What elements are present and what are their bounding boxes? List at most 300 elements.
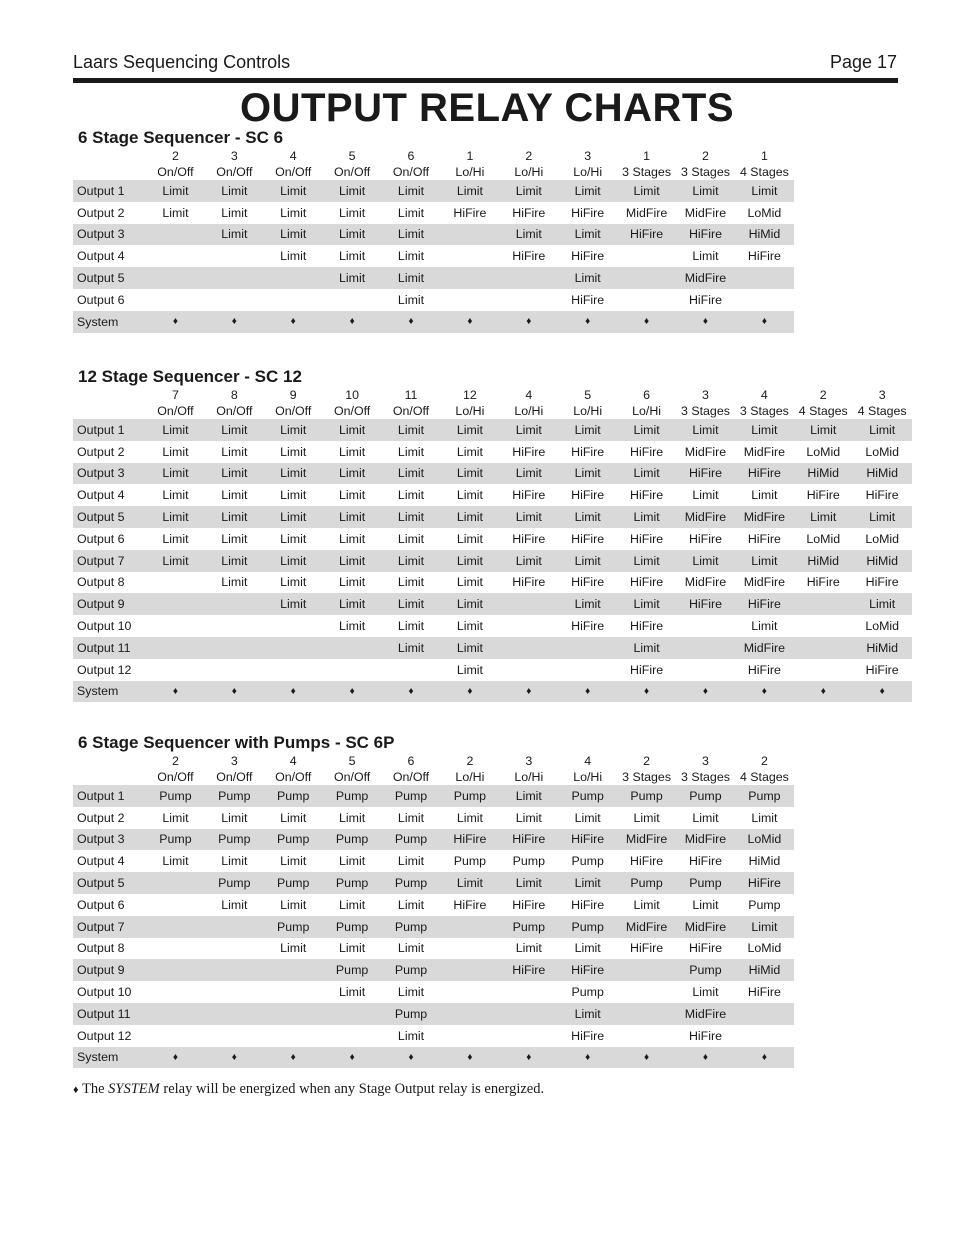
- relay-cell: Limit: [692, 810, 719, 825]
- relay-cell: Limit: [382, 419, 441, 441]
- row-label: Output 4: [77, 249, 125, 264]
- relay-cell: HiFire: [630, 531, 664, 546]
- column-number: 5: [348, 149, 356, 163]
- relay-cell: Limit: [692, 488, 719, 503]
- document-header-title: Laars Sequencing Controls: [73, 52, 291, 72]
- relay-cell: Limit: [499, 506, 558, 528]
- table-row: [73, 180, 794, 202]
- relay-cell: Limit: [558, 1003, 617, 1025]
- relay-cell: MidFire: [743, 444, 785, 459]
- relay-cell: [264, 1003, 323, 1025]
- diamond-icon: ♦: [676, 1047, 735, 1069]
- column-number: 4: [525, 388, 533, 402]
- diamond-icon: ♦: [264, 311, 323, 333]
- relay-cell: Limit: [382, 224, 441, 246]
- diamond-icon: ♦: [382, 681, 441, 703]
- relay-cell: HiFire: [688, 854, 722, 869]
- row-label: System: [73, 1047, 146, 1069]
- relay-cell: [735, 1025, 794, 1047]
- relay-cell: [146, 637, 205, 659]
- relay-cell: [264, 267, 323, 289]
- relay-cell: Limit: [558, 872, 617, 894]
- relay-cell: Limit: [339, 619, 366, 634]
- relay-cell: [146, 894, 205, 916]
- relay-cell: Limit: [692, 985, 719, 1000]
- table-row: [73, 572, 912, 594]
- relay-cell: [205, 637, 264, 659]
- relay-cell: Limit: [456, 488, 483, 503]
- column-number: 3: [525, 754, 533, 768]
- column-number: 4: [289, 149, 297, 163]
- relay-cell: HiFire: [630, 619, 664, 634]
- relay-cell: Limit: [853, 593, 912, 615]
- relay-cell: Limit: [617, 506, 676, 528]
- diamond-icon: ♦: [558, 1047, 617, 1069]
- relay-cell: Pump: [382, 1003, 441, 1025]
- column-header: [617, 387, 676, 419]
- relay-cell: HiFire: [735, 872, 794, 894]
- column-number: 5: [348, 754, 356, 768]
- relay-cell: HiFire: [512, 575, 546, 590]
- relay-cell: Limit: [264, 224, 323, 246]
- relay-cell: LoMid: [747, 941, 782, 956]
- relay-cell: Limit: [162, 854, 189, 869]
- column-header: [323, 753, 382, 785]
- relay-cell: HiFire: [571, 444, 605, 459]
- relay-cell: [146, 572, 205, 594]
- relay-cell: [205, 938, 264, 960]
- footnote-text-post: relay will be energized when any Stage Output relay is energized.: [159, 1081, 545, 1097]
- column-header: [205, 148, 264, 180]
- relay-cell: Limit: [617, 550, 676, 572]
- column-type: On/Off: [333, 165, 371, 179]
- relay-cell: HiFire: [571, 575, 605, 590]
- column-type: Lo/Hi: [514, 404, 544, 418]
- relay-cell: Limit: [499, 785, 558, 807]
- row-label: Output 1: [73, 419, 146, 441]
- table-row: [73, 202, 794, 224]
- table-row: [73, 637, 912, 659]
- page-number: Page 17: [829, 52, 897, 72]
- column-number: 8: [230, 388, 238, 402]
- column-type: On/Off: [275, 404, 312, 418]
- relay-cell: Limit: [397, 854, 425, 869]
- row-label: Output 10: [77, 985, 132, 1000]
- relay-cell: Limit: [323, 180, 382, 202]
- relay-cell: [558, 659, 617, 681]
- diamond-icon: ♦: [735, 681, 794, 703]
- relay-cell: Limit: [323, 463, 382, 485]
- relay-cell: Pump: [264, 916, 323, 938]
- relay-cell: Limit: [382, 593, 441, 615]
- relay-cell: Limit: [440, 506, 499, 528]
- table-row: [73, 441, 912, 463]
- column-type: 3 Stages: [622, 165, 672, 179]
- relay-cell: MidFire: [735, 637, 794, 659]
- relay-cell: HiFire: [558, 959, 617, 981]
- relay-cell: [676, 659, 735, 681]
- relay-cell: Limit: [339, 854, 366, 869]
- relay-cell: Limit: [264, 593, 323, 615]
- relay-cell: Limit: [323, 593, 382, 615]
- relay-cell: [440, 981, 499, 1003]
- relay-cell: Pump: [205, 829, 264, 851]
- row-label: System: [73, 681, 146, 703]
- column-type: On/Off: [216, 165, 253, 179]
- table-row: [73, 550, 912, 572]
- relay-cell: [440, 267, 499, 289]
- table-row: [73, 916, 794, 938]
- relay-cell: HiFire: [747, 662, 781, 677]
- column-type: On/Off: [275, 165, 312, 179]
- relay-cell: HiFire: [630, 941, 664, 956]
- row-label: Output 2: [77, 444, 125, 459]
- column-number: 1: [760, 149, 768, 163]
- column-number: 3: [230, 149, 238, 163]
- sc12-section: [73, 366, 912, 702]
- row-label: Output 8: [77, 941, 125, 956]
- column-type: Lo/Hi: [514, 165, 544, 179]
- relay-cell: MidFire: [625, 205, 668, 220]
- column-number: 6: [407, 754, 415, 768]
- relay-cell: [499, 1025, 558, 1047]
- relay-cell: Limit: [339, 985, 366, 1000]
- diamond-icon: ♦: [146, 311, 205, 333]
- relay-cell: HiFire: [512, 249, 546, 264]
- row-label: Output 4: [77, 488, 125, 503]
- column-number: 2: [760, 754, 768, 768]
- relay-cell: HiFire: [453, 205, 487, 220]
- relay-cell: HiFire: [571, 292, 605, 307]
- column-type: 3 Stages: [681, 165, 730, 179]
- relay-cell: [205, 615, 264, 637]
- relay-cell: LoMid: [865, 444, 900, 459]
- relay-cell: [205, 593, 264, 615]
- relay-cell: Limit: [397, 897, 425, 912]
- column-header: [440, 753, 499, 785]
- relay-cell: LoMid: [806, 531, 841, 546]
- relay-cell: HiFire: [630, 575, 664, 590]
- relay-cell: Limit: [339, 575, 366, 590]
- relay-cell: Limit: [339, 488, 366, 503]
- row-label: Output 6: [77, 531, 125, 546]
- column-type: 3 Stages: [739, 404, 789, 418]
- column-number: 2: [171, 754, 179, 768]
- relay-cell: HiFire: [688, 531, 722, 546]
- column-header: [205, 753, 264, 785]
- relay-cell: [499, 593, 558, 615]
- column-type: 3 Stages: [622, 770, 672, 784]
- relay-cell: Pump: [676, 785, 735, 807]
- header-rule: [73, 78, 898, 83]
- relay-cell: HiFire: [747, 985, 781, 1000]
- relay-cell: Limit: [397, 249, 425, 264]
- relay-cell: [735, 267, 794, 289]
- relay-cell: [323, 659, 382, 681]
- section-title: 12 Stage Sequencer - SC 12: [78, 367, 302, 386]
- relay-cell: [617, 245, 676, 267]
- relay-cell: Limit: [162, 488, 189, 503]
- column-number: 4: [584, 754, 592, 768]
- table-row: [73, 224, 794, 246]
- relay-cell: [264, 659, 323, 681]
- diamond-icon: ♦: [499, 311, 558, 333]
- table-row: [73, 267, 794, 289]
- relay-cell: Pump: [440, 785, 499, 807]
- column-number: 5: [584, 388, 592, 402]
- relay-cell: MidFire: [676, 829, 735, 851]
- relay-cell: Limit: [735, 419, 794, 441]
- relay-cell: Pump: [558, 916, 617, 938]
- relay-cell: Limit: [456, 531, 483, 546]
- column-type: 4 Stages: [739, 165, 789, 179]
- relay-cell: Limit: [397, 619, 425, 634]
- relay-cell: Limit: [676, 550, 735, 572]
- table-row: [73, 938, 794, 960]
- relay-cell: Limit: [339, 531, 366, 546]
- relay-cell: [146, 1003, 205, 1025]
- column-header: [382, 148, 441, 180]
- column-type: Lo/Hi: [514, 770, 544, 784]
- relay-cell: [499, 1003, 558, 1025]
- relay-cell: Pump: [748, 897, 781, 912]
- relay-cell: MidFire: [684, 205, 727, 220]
- column-header: [558, 387, 617, 419]
- relay-cell: [264, 981, 323, 1003]
- row-label: Output 9: [73, 959, 146, 981]
- relay-cell: HiFire: [688, 941, 722, 956]
- relay-cell: Limit: [146, 180, 205, 202]
- relay-cell: LoMid: [865, 619, 900, 634]
- relay-cell: Limit: [617, 637, 676, 659]
- diamond-icon: ♦: [676, 681, 735, 703]
- diamond-icon: ♦: [499, 1047, 558, 1069]
- relay-cell: Limit: [221, 810, 248, 825]
- relay-cell: [617, 1003, 676, 1025]
- column-header: [499, 387, 558, 419]
- column-header: [676, 148, 735, 180]
- relay-cell: Limit: [323, 267, 382, 289]
- relay-cell: Limit: [499, 550, 558, 572]
- row-label: Output 2: [77, 810, 125, 825]
- table-row: [73, 894, 794, 916]
- table-row: [73, 959, 794, 981]
- relay-cell: Limit: [323, 550, 382, 572]
- relay-cell: Limit: [264, 419, 323, 441]
- relay-cell: Limit: [558, 180, 617, 202]
- diamond-icon: ♦: [146, 1047, 205, 1069]
- diamond-icon: ♦: [440, 681, 499, 703]
- relay-cell: HiFire: [688, 1028, 722, 1043]
- relay-cell: Limit: [162, 444, 189, 459]
- diamond-icon: ♦: [264, 1047, 323, 1069]
- column-header: [499, 753, 558, 785]
- relay-cell: HiMid: [735, 959, 794, 981]
- relay-cell: HiFire: [806, 488, 840, 503]
- row-label: Output 10: [77, 619, 132, 634]
- column-type: 4 Stages: [739, 770, 789, 784]
- relay-cell: Limit: [515, 941, 542, 956]
- diamond-icon: ♦: [205, 311, 264, 333]
- column-type: On/Off: [216, 404, 253, 418]
- relay-cell: Limit: [751, 619, 778, 634]
- relay-cell: Limit: [280, 249, 307, 264]
- relay-cell: Limit: [397, 205, 425, 220]
- relay-cell: HiFire: [571, 1028, 605, 1043]
- column-type: On/Off: [392, 404, 430, 418]
- relay-cell: [264, 1025, 323, 1047]
- column-number: 2: [702, 149, 709, 163]
- relay-cell: Limit: [205, 180, 264, 202]
- relay-cell: [440, 1003, 499, 1025]
- column-header: [499, 148, 558, 180]
- relay-cell: Limit: [440, 180, 499, 202]
- relay-cell: MidFire: [735, 506, 794, 528]
- relay-cell: [617, 267, 676, 289]
- relay-cell: Limit: [280, 531, 307, 546]
- column-header: [323, 148, 382, 180]
- relay-cell: [205, 916, 264, 938]
- row-label: Output 8: [77, 575, 125, 590]
- row-label: Output 1: [73, 785, 146, 807]
- relay-cell: Limit: [440, 419, 499, 441]
- relay-cell: [146, 872, 205, 894]
- column-type: Lo/Hi: [455, 165, 485, 179]
- footnote-system-word: SYSTEM: [108, 1081, 160, 1097]
- relay-cell: HiFire: [676, 463, 735, 485]
- relay-cell: [205, 1003, 264, 1025]
- relay-cell: Pump: [323, 959, 382, 981]
- relay-cell: Limit: [146, 506, 205, 528]
- relay-cell: HiMid: [853, 550, 912, 572]
- relay-cell: Limit: [853, 419, 912, 441]
- diamond-icon: ♦: [205, 681, 264, 703]
- row-label: Output 3: [73, 224, 146, 246]
- relay-cell: [146, 245, 205, 267]
- column-header: [617, 148, 676, 180]
- relay-cell: Limit: [323, 506, 382, 528]
- relay-cell: LoMid: [806, 444, 841, 459]
- relay-cell: [146, 916, 205, 938]
- relay-cell: HiFire: [440, 829, 499, 851]
- diamond-icon: ♦: [794, 681, 853, 703]
- relay-cell: LoMid: [735, 829, 794, 851]
- relay-cell: HiFire: [512, 444, 546, 459]
- relay-cell: Limit: [617, 419, 676, 441]
- relay-cell: [794, 593, 853, 615]
- row-label: Output 11: [73, 1003, 146, 1025]
- column-header: [382, 753, 441, 785]
- relay-cell: Limit: [853, 506, 912, 528]
- column-header: [205, 387, 264, 419]
- relay-cell: HiFire: [630, 662, 664, 677]
- relay-cell: MidFire: [743, 575, 785, 590]
- relay-cell: Limit: [617, 593, 676, 615]
- relay-cell: HiFire: [735, 463, 794, 485]
- column-header: [558, 148, 617, 180]
- column-header: [617, 753, 676, 785]
- relay-cell: HiFire: [747, 531, 781, 546]
- header-blank: [73, 148, 146, 180]
- relay-cell: [323, 1025, 382, 1047]
- column-type: 4 Stages: [857, 404, 907, 418]
- relay-cell: [676, 615, 735, 637]
- row-label: Output 7: [73, 550, 146, 572]
- relay-cell: HiFire: [571, 531, 605, 546]
- column-header: [323, 387, 382, 419]
- table-row: [73, 681, 912, 703]
- relay-cell: Limit: [221, 531, 248, 546]
- relay-cell: Limit: [558, 463, 617, 485]
- relay-cell: Limit: [280, 444, 307, 459]
- footnote: [73, 1081, 544, 1098]
- relay-cell: Pump: [617, 785, 676, 807]
- row-label: Output 5: [73, 267, 146, 289]
- relay-cell: [146, 659, 205, 681]
- relay-cell: HiFire: [806, 575, 840, 590]
- relay-cell: Limit: [558, 593, 617, 615]
- relay-cell: Pump: [382, 916, 441, 938]
- relay-cell: MidFire: [676, 1003, 735, 1025]
- relay-cell: Limit: [499, 224, 558, 246]
- relay-cell: Limit: [574, 941, 601, 956]
- table-row: [73, 872, 794, 894]
- table-row: [73, 981, 794, 1003]
- relay-cell: HiMid: [853, 637, 912, 659]
- relay-cell: [558, 637, 617, 659]
- row-label: Output 4: [77, 854, 125, 869]
- row-label: Output 3: [73, 829, 146, 851]
- diamond-icon: ♦: [853, 681, 912, 703]
- relay-cell: Limit: [382, 267, 441, 289]
- diamond-icon: ♦: [205, 1047, 264, 1069]
- relay-cell: HiFire: [630, 854, 664, 869]
- relay-cell: MidFire: [676, 506, 735, 528]
- relay-cell: Limit: [221, 575, 248, 590]
- column-header: [146, 387, 205, 419]
- column-type: 4 Stages: [798, 404, 848, 418]
- relay-cell: Limit: [397, 444, 425, 459]
- relay-cell: [146, 938, 205, 960]
- relay-cell: Limit: [205, 419, 264, 441]
- table-row: [73, 528, 912, 550]
- relay-cell: [676, 637, 735, 659]
- relay-cell: Limit: [397, 292, 425, 307]
- row-label: Output 12: [77, 1028, 132, 1043]
- relay-cell: Limit: [264, 550, 323, 572]
- relay-cell: HiFire: [571, 488, 605, 503]
- relay-cell: Limit: [397, 985, 425, 1000]
- diamond-icon: ♦: [323, 1047, 382, 1069]
- relay-cell: Limit: [558, 550, 617, 572]
- table-row: [73, 785, 794, 807]
- column-type: On/Off: [216, 770, 253, 784]
- column-number: 7: [171, 388, 179, 402]
- column-number: 2: [819, 388, 827, 402]
- relay-cell: [146, 981, 205, 1003]
- relay-cell: Limit: [692, 249, 719, 264]
- relay-cell: HiFire: [676, 593, 735, 615]
- diamond-icon: ♦: [323, 311, 382, 333]
- relay-cell: Limit: [440, 463, 499, 485]
- relay-cell: Limit: [280, 897, 307, 912]
- relay-cell: [499, 637, 558, 659]
- relay-cell: [323, 637, 382, 659]
- table-row: [73, 419, 912, 441]
- column-type: On/Off: [157, 770, 194, 784]
- relay-cell: Limit: [339, 444, 366, 459]
- table-row: [73, 506, 912, 528]
